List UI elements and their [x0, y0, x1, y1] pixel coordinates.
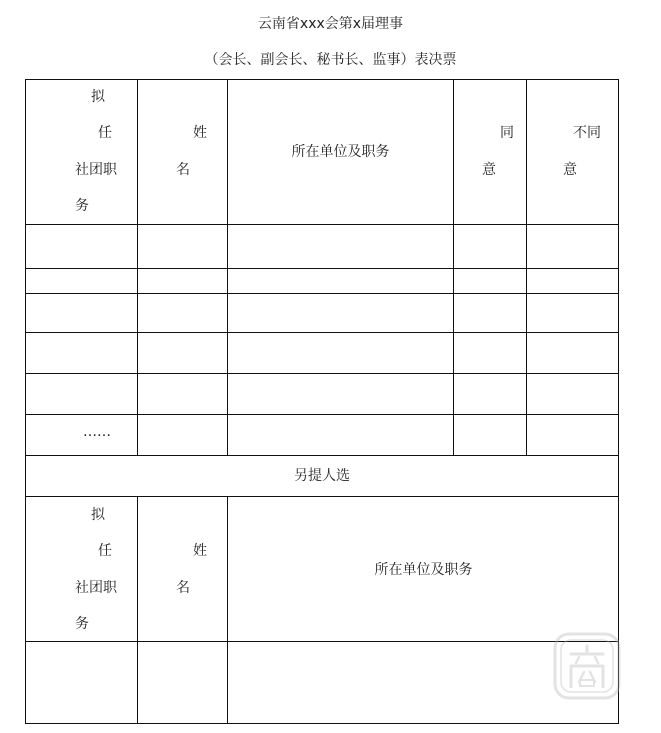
header-disagree-line-1: 不同	[573, 125, 601, 141]
table-row-divider	[25, 224, 619, 225]
column-divider	[526, 79, 527, 455]
alt-position-line-3: 社团职	[75, 580, 117, 596]
header-unit: 所在单位及职务	[291, 144, 390, 160]
ellipsis-row-marker: ……	[83, 424, 111, 440]
alt-position-line-2: 任	[98, 543, 112, 559]
header-agree-line-2: 意	[482, 162, 496, 178]
header-disagree-line-2: 意	[563, 162, 577, 178]
alt-section-title: 另提人选	[294, 468, 350, 484]
table-row-divider	[25, 373, 619, 374]
ballot-table	[25, 79, 619, 724]
header-position-line-3: 社团职	[75, 162, 117, 178]
table-border-top	[25, 79, 619, 80]
table-border-left	[25, 79, 26, 724]
header-name-line-2: 名	[176, 162, 190, 178]
column-divider	[453, 79, 454, 455]
table-border-right	[618, 79, 619, 724]
column-divider	[137, 496, 138, 724]
alt-unit: 所在单位及职务	[374, 562, 473, 578]
table-border-bottom	[25, 723, 619, 724]
alt-position-line-1: 拟	[91, 507, 105, 523]
header-position-line-1: 拟	[91, 89, 105, 105]
header-position-line-4: 务	[75, 198, 89, 214]
table-row-divider	[25, 414, 619, 415]
table-row-divider	[25, 641, 619, 642]
column-divider	[137, 79, 138, 455]
alt-position-line-4: 务	[75, 616, 89, 632]
table-row-divider	[25, 496, 619, 497]
column-divider	[227, 79, 228, 455]
table-row-divider	[25, 455, 619, 456]
form-title: 云南省xxx会第x届理事	[257, 16, 404, 32]
alt-name-line-1: 姓	[193, 543, 207, 559]
seal-logo-icon	[551, 630, 623, 702]
alt-name-line-2: 名	[176, 580, 190, 596]
form-subtitle: （会长、副会长、秘书长、监事）表决票	[204, 52, 457, 68]
table-row-divider	[25, 268, 619, 269]
column-divider	[227, 496, 228, 724]
table-row-divider	[25, 332, 619, 333]
header-position-line-2: 任	[98, 125, 112, 141]
table-row-divider	[25, 293, 619, 294]
header-name-line-1: 姓	[193, 125, 207, 141]
header-agree-line-1: 同	[500, 125, 514, 141]
